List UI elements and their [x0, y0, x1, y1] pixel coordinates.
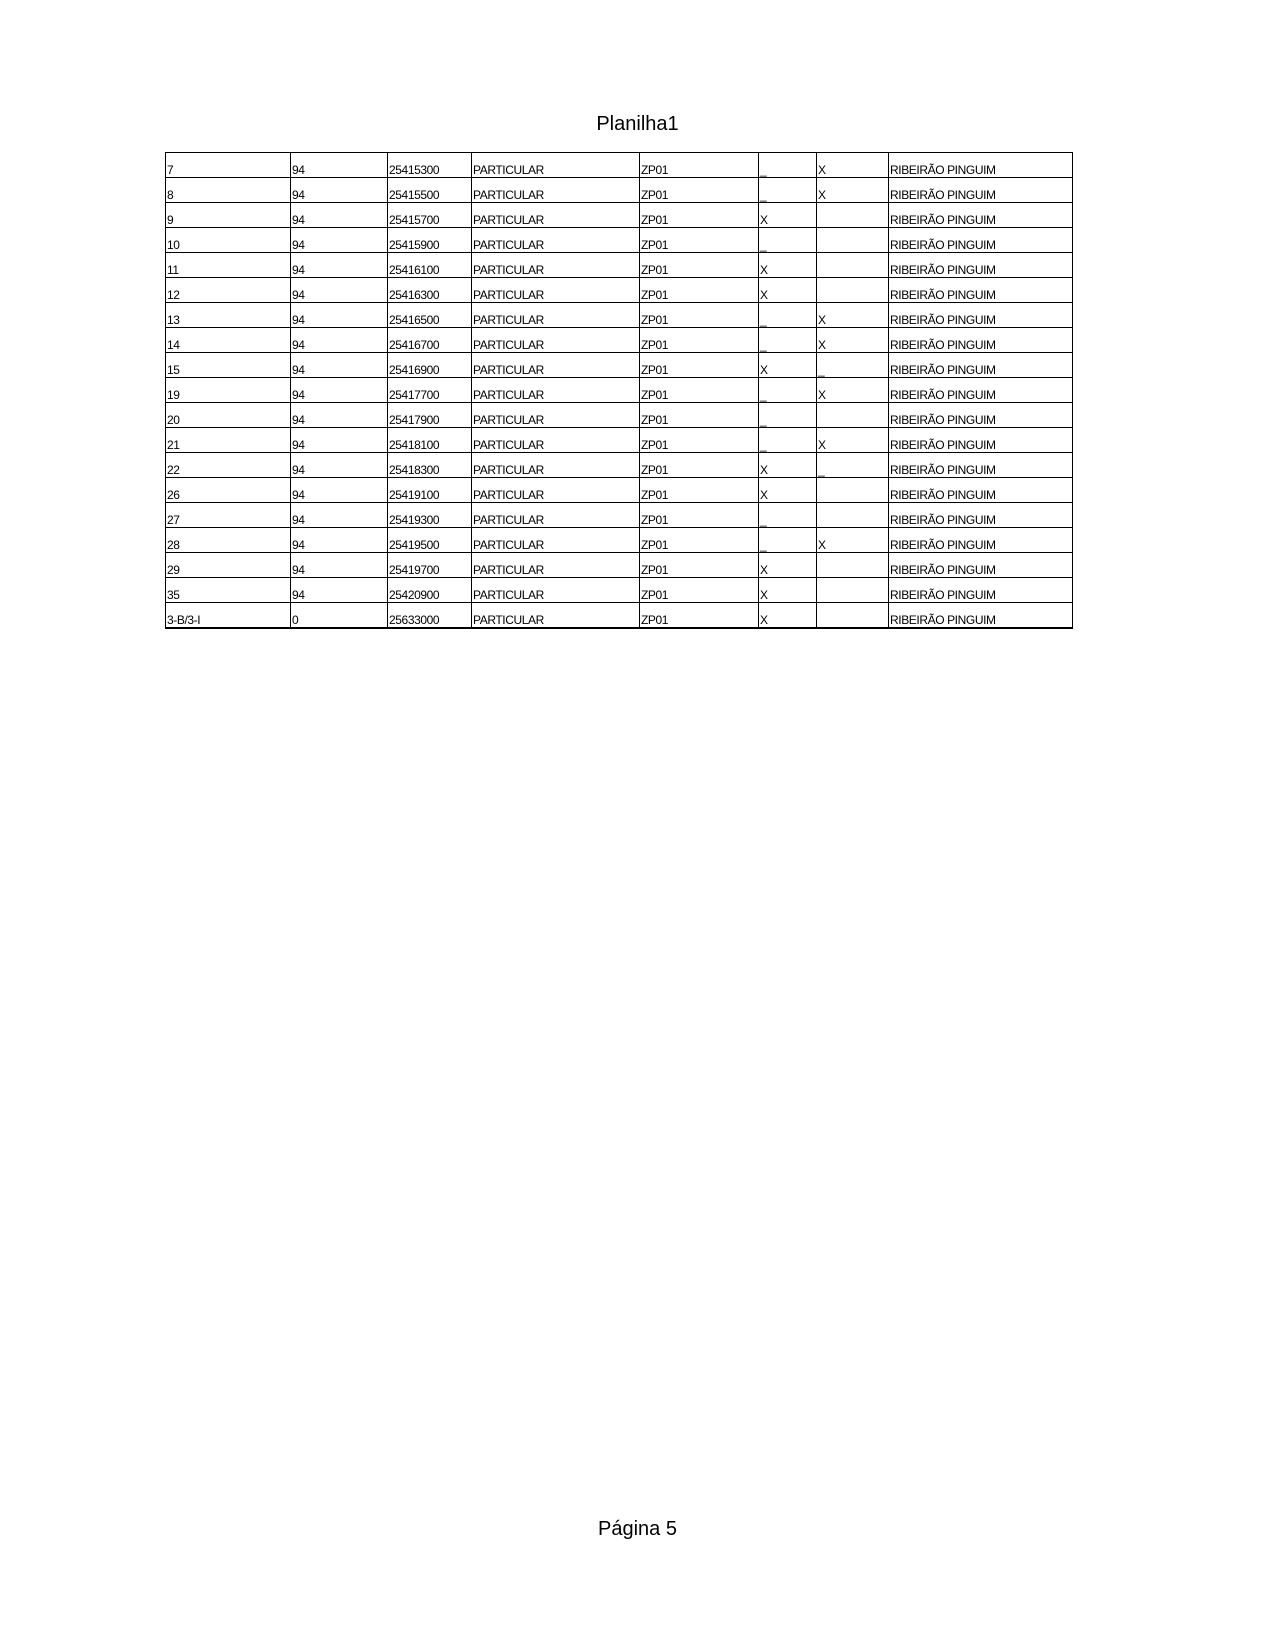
- cell-number: 25418300: [388, 453, 472, 478]
- cell-zone: ZP01: [640, 528, 759, 553]
- cell-location: RIBEIRÃO PINGUIM: [889, 453, 1073, 478]
- cell-mark-b: [817, 228, 889, 253]
- cell-code: 94: [291, 403, 388, 428]
- cell-zone: ZP01: [640, 503, 759, 528]
- cell-mark-b: X: [817, 153, 889, 178]
- cell-location: RIBEIRÃO PINGUIM: [889, 378, 1073, 403]
- cell-code: 94: [291, 453, 388, 478]
- cell-code: 94: [291, 528, 388, 553]
- cell-number: 25416900: [388, 353, 472, 378]
- cell-mark-b: [817, 578, 889, 603]
- cell-id: 20: [166, 403, 291, 428]
- cell-mark-a: X: [759, 578, 817, 603]
- cell-code: 94: [291, 353, 388, 378]
- cell-location: RIBEIRÃO PINGUIM: [889, 253, 1073, 278]
- cell-location: RIBEIRÃO PINGUIM: [889, 478, 1073, 503]
- page-title: Planilha1: [596, 113, 679, 135]
- table-row: [166, 153, 1073, 178]
- cell-owner: PARTICULAR: [472, 378, 640, 403]
- cell-id: 27: [166, 503, 291, 528]
- cell-number: 25416100: [388, 253, 472, 278]
- table-row: [166, 178, 1073, 203]
- cell-owner: PARTICULAR: [472, 303, 640, 328]
- cell-mark-b: [817, 403, 889, 428]
- cell-code: 94: [291, 278, 388, 303]
- cell-id: 26: [166, 478, 291, 503]
- cell-owner: PARTICULAR: [472, 153, 640, 178]
- cell-owner: PARTICULAR: [472, 503, 640, 528]
- cell-zone: ZP01: [640, 578, 759, 603]
- cell-location: RIBEIRÃO PINGUIM: [889, 153, 1073, 178]
- cell-zone: ZP01: [640, 303, 759, 328]
- table-row: [166, 553, 1073, 578]
- cell-code: 94: [291, 228, 388, 253]
- cell-location: RIBEIRÃO PINGUIM: [889, 278, 1073, 303]
- cell-number: 25419100: [388, 478, 472, 503]
- cell-mark-a: X: [759, 278, 817, 303]
- cell-location: RIBEIRÃO PINGUIM: [889, 178, 1073, 203]
- cell-mark-b: X: [817, 178, 889, 203]
- cell-number: 25416300: [388, 278, 472, 303]
- table-row: [166, 228, 1073, 253]
- cell-location: RIBEIRÃO PINGUIM: [889, 328, 1073, 353]
- cell-number: 25418100: [388, 428, 472, 453]
- cell-location: RIBEIRÃO PINGUIM: [889, 303, 1073, 328]
- cell-mark-a: X: [759, 203, 817, 228]
- cell-mark-b: [817, 253, 889, 278]
- cell-code: 94: [291, 303, 388, 328]
- cell-code: 94: [291, 253, 388, 278]
- cell-id: 10: [166, 228, 291, 253]
- cell-mark-a: _: [759, 303, 817, 328]
- cell-zone: ZP01: [640, 253, 759, 278]
- cell-id: 28: [166, 528, 291, 553]
- cell-zone: ZP01: [640, 228, 759, 253]
- cell-number: 25416700: [388, 328, 472, 353]
- cell-mark-b: X: [817, 328, 889, 353]
- cell-mark-b: X: [817, 528, 889, 553]
- table-row: [166, 203, 1073, 228]
- cell-owner: PARTICULAR: [472, 328, 640, 353]
- cell-code: 94: [291, 328, 388, 353]
- cell-number: 25416500: [388, 303, 472, 328]
- cell-owner: PARTICULAR: [472, 478, 640, 503]
- table-row: [166, 303, 1073, 328]
- cell-owner: PARTICULAR: [472, 553, 640, 578]
- cell-zone: ZP01: [640, 603, 759, 629]
- cell-mark-a: _: [759, 403, 817, 428]
- cell-zone: ZP01: [640, 153, 759, 178]
- cell-location: RIBEIRÃO PINGUIM: [889, 203, 1073, 228]
- table-row: [166, 453, 1073, 478]
- table-body: [166, 153, 1073, 629]
- cell-zone: ZP01: [640, 428, 759, 453]
- cell-code: 94: [291, 478, 388, 503]
- cell-mark-b: [817, 478, 889, 503]
- cell-code: 94: [291, 153, 388, 178]
- cell-number: 25419300: [388, 503, 472, 528]
- cell-location: RIBEIRÃO PINGUIM: [889, 503, 1073, 528]
- cell-id: 14: [166, 328, 291, 353]
- cell-mark-a: X: [759, 553, 817, 578]
- cell-mark-b: X: [817, 303, 889, 328]
- cell-code: 94: [291, 503, 388, 528]
- cell-zone: ZP01: [640, 553, 759, 578]
- cell-mark-a: _: [759, 428, 817, 453]
- cell-zone: ZP01: [640, 328, 759, 353]
- cell-location: RIBEIRÃO PINGUIM: [889, 528, 1073, 553]
- cell-zone: ZP01: [640, 453, 759, 478]
- cell-mark-a: _: [759, 178, 817, 203]
- table-row: [166, 353, 1073, 378]
- cell-id: 35: [166, 578, 291, 603]
- cell-owner: PARTICULAR: [472, 453, 640, 478]
- cell-owner: PARTICULAR: [472, 528, 640, 553]
- cell-owner: PARTICULAR: [472, 278, 640, 303]
- cell-zone: ZP01: [640, 203, 759, 228]
- cell-number: 25415500: [388, 178, 472, 203]
- cell-zone: ZP01: [640, 478, 759, 503]
- cell-owner: PARTICULAR: [472, 253, 640, 278]
- cell-mark-a: _: [759, 503, 817, 528]
- cell-code: 94: [291, 178, 388, 203]
- cell-code: 94: [291, 428, 388, 453]
- cell-zone: ZP01: [640, 178, 759, 203]
- cell-id: 15: [166, 353, 291, 378]
- cell-mark-a: X: [759, 253, 817, 278]
- cell-owner: PARTICULAR: [472, 428, 640, 453]
- cell-code: 94: [291, 578, 388, 603]
- cell-number: 25633000: [388, 603, 472, 629]
- cell-code: 94: [291, 553, 388, 578]
- cell-number: 25420900: [388, 578, 472, 603]
- cell-zone: ZP01: [640, 403, 759, 428]
- cell-mark-a: _: [759, 228, 817, 253]
- cell-location: RIBEIRÃO PINGUIM: [889, 553, 1073, 578]
- cell-owner: PARTICULAR: [472, 228, 640, 253]
- table-row: [166, 428, 1073, 453]
- cell-id: 29: [166, 553, 291, 578]
- table-row: [166, 603, 1073, 629]
- cell-owner: PARTICULAR: [472, 353, 640, 378]
- cell-location: RIBEIRÃO PINGUIM: [889, 228, 1073, 253]
- cell-mark-b: _: [817, 353, 889, 378]
- cell-id: 19: [166, 378, 291, 403]
- cell-mark-a: X: [759, 603, 817, 629]
- cell-owner: PARTICULAR: [472, 203, 640, 228]
- table-row: [166, 378, 1073, 403]
- cell-owner: PARTICULAR: [472, 403, 640, 428]
- cell-mark-b: [817, 553, 889, 578]
- cell-owner: PARTICULAR: [472, 603, 640, 629]
- cell-id: 3-B/3-I: [166, 603, 291, 629]
- cell-location: RIBEIRÃO PINGUIM: [889, 603, 1073, 629]
- cell-location: RIBEIRÃO PINGUIM: [889, 578, 1073, 603]
- cell-id: 12: [166, 278, 291, 303]
- cell-owner: PARTICULAR: [472, 178, 640, 203]
- cell-mark-a: X: [759, 453, 817, 478]
- cell-id: 22: [166, 453, 291, 478]
- table-row: [166, 403, 1073, 428]
- cell-code: 94: [291, 378, 388, 403]
- table-row: [166, 478, 1073, 503]
- cell-id: 21: [166, 428, 291, 453]
- table-row: [166, 528, 1073, 553]
- cell-code: 0: [291, 603, 388, 629]
- cell-mark-b: X: [817, 428, 889, 453]
- cell-mark-a: _: [759, 378, 817, 403]
- cell-id: 9: [166, 203, 291, 228]
- table-row: [166, 278, 1073, 303]
- cell-mark-b: [817, 603, 889, 629]
- cell-id: 7: [166, 153, 291, 178]
- cell-mark-a: _: [759, 153, 817, 178]
- table-row: [166, 503, 1073, 528]
- cell-mark-a: X: [759, 353, 817, 378]
- cell-mark-b: X: [817, 378, 889, 403]
- cell-mark-a: _: [759, 328, 817, 353]
- cell-location: RIBEIRÃO PINGUIM: [889, 403, 1073, 428]
- table-row: [166, 578, 1073, 603]
- cell-owner: PARTICULAR: [472, 578, 640, 603]
- cell-mark-b: [817, 503, 889, 528]
- cell-id: 13: [166, 303, 291, 328]
- cell-id: 8: [166, 178, 291, 203]
- cell-mark-b: [817, 203, 889, 228]
- cell-mark-b: _: [817, 453, 889, 478]
- cell-code: 94: [291, 203, 388, 228]
- cell-number: 25419500: [388, 528, 472, 553]
- page-number: Página 5: [598, 1518, 677, 1540]
- cell-mark-b: [817, 278, 889, 303]
- data-table: [165, 152, 1073, 629]
- table-row: [166, 328, 1073, 353]
- cell-mark-a: X: [759, 478, 817, 503]
- cell-number: 25415300: [388, 153, 472, 178]
- cell-number: 25417700: [388, 378, 472, 403]
- cell-number: 25417900: [388, 403, 472, 428]
- cell-location: RIBEIRÃO PINGUIM: [889, 428, 1073, 453]
- cell-zone: ZP01: [640, 353, 759, 378]
- cell-zone: ZP01: [640, 278, 759, 303]
- cell-number: 25419700: [388, 553, 472, 578]
- cell-zone: ZP01: [640, 378, 759, 403]
- cell-id: 11: [166, 253, 291, 278]
- table-row: [166, 253, 1073, 278]
- cell-number: 25415900: [388, 228, 472, 253]
- cell-location: RIBEIRÃO PINGUIM: [889, 353, 1073, 378]
- cell-mark-a: _: [759, 528, 817, 553]
- cell-number: 25415700: [388, 203, 472, 228]
